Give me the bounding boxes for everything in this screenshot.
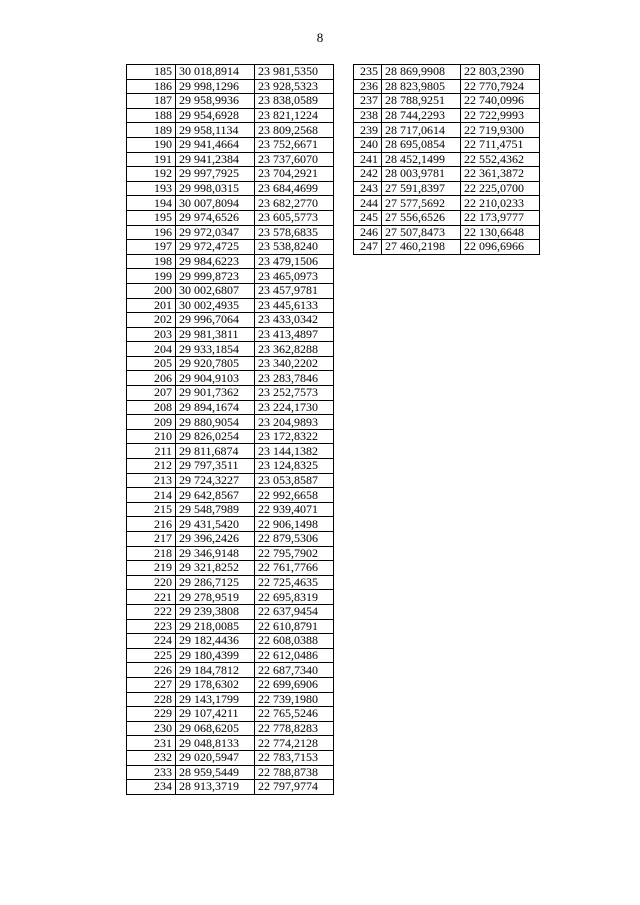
y-coordinate-cell: 23 737,6070 [255, 152, 334, 167]
x-coordinate-cell: 29 998,0315 [176, 181, 255, 196]
x-coordinate-cell: 29 826,0254 [176, 429, 255, 444]
y-coordinate-cell: 22 739,1980 [255, 692, 334, 707]
x-coordinate-cell: 29 999,8723 [176, 269, 255, 284]
point-number-cell: 213 [127, 473, 176, 488]
table-row [127, 634, 334, 649]
y-coordinate-cell: 23 838,0589 [255, 94, 334, 109]
table-row [127, 371, 334, 386]
table-row [127, 313, 334, 328]
x-coordinate-cell: 27 460,2198 [382, 240, 461, 255]
coordinates-table-right [353, 64, 540, 255]
table-row [127, 561, 334, 576]
y-coordinate-cell: 23 605,5773 [255, 210, 334, 225]
point-number-cell: 233 [127, 765, 176, 780]
x-coordinate-cell: 29 958,1134 [176, 123, 255, 138]
point-number-cell: 235 [354, 65, 382, 80]
point-number-cell: 232 [127, 750, 176, 765]
x-coordinate-cell: 29 880,9054 [176, 415, 255, 430]
y-coordinate-cell: 22 361,3872 [461, 167, 540, 182]
x-coordinate-cell: 28 959,5449 [176, 765, 255, 780]
x-coordinate-cell: 28 717,0614 [382, 123, 461, 138]
table-row [127, 400, 334, 415]
point-number-cell: 200 [127, 283, 176, 298]
x-coordinate-cell: 29 920,7805 [176, 356, 255, 371]
point-number-cell: 237 [354, 94, 382, 109]
table-row [127, 750, 334, 765]
table-row [354, 108, 540, 123]
table-row [127, 342, 334, 357]
point-number-cell: 231 [127, 736, 176, 751]
table-row [127, 298, 334, 313]
x-coordinate-cell: 29 972,4725 [176, 240, 255, 255]
point-number-cell: 247 [354, 240, 382, 255]
y-coordinate-cell: 22 173,9777 [461, 210, 540, 225]
point-number-cell: 226 [127, 663, 176, 678]
table-row [354, 210, 540, 225]
point-number-cell: 205 [127, 356, 176, 371]
point-number-cell: 197 [127, 240, 176, 255]
table-row [127, 473, 334, 488]
table-row [127, 94, 334, 109]
table-row [127, 181, 334, 196]
y-coordinate-cell: 22 699,6906 [255, 677, 334, 692]
point-number-cell: 223 [127, 619, 176, 634]
table-row [127, 692, 334, 707]
y-coordinate-cell: 22 725,4635 [255, 575, 334, 590]
y-coordinate-cell: 23 479,1506 [255, 254, 334, 269]
point-number-cell: 208 [127, 400, 176, 415]
y-coordinate-cell: 23 465,0973 [255, 269, 334, 284]
table-row [127, 152, 334, 167]
point-number-cell: 209 [127, 415, 176, 430]
y-coordinate-cell: 23 682,2770 [255, 196, 334, 211]
table-row [127, 575, 334, 590]
point-number-cell: 186 [127, 79, 176, 94]
table-row [127, 386, 334, 401]
x-coordinate-cell: 29 998,1296 [176, 79, 255, 94]
x-coordinate-cell: 27 556,6526 [382, 210, 461, 225]
point-number-cell: 210 [127, 429, 176, 444]
table-row [127, 79, 334, 94]
y-coordinate-cell: 22 939,4071 [255, 502, 334, 517]
y-coordinate-cell: 22 761,7766 [255, 561, 334, 576]
table-row [127, 532, 334, 547]
x-coordinate-cell: 28 913,3719 [176, 780, 255, 795]
y-coordinate-cell: 22 795,7902 [255, 546, 334, 561]
table-row [127, 459, 334, 474]
table-row [127, 108, 334, 123]
x-coordinate-cell: 29 431,5420 [176, 517, 255, 532]
x-coordinate-cell: 29 020,5947 [176, 750, 255, 765]
table-row [354, 137, 540, 152]
point-number-cell: 201 [127, 298, 176, 313]
x-coordinate-cell: 29 642,8567 [176, 488, 255, 503]
point-number-cell: 211 [127, 444, 176, 459]
point-number-cell: 188 [127, 108, 176, 123]
x-coordinate-cell: 28 003,9781 [382, 167, 461, 182]
y-coordinate-cell: 23 578,6835 [255, 225, 334, 240]
x-coordinate-cell: 29 218,0085 [176, 619, 255, 634]
y-coordinate-cell: 23 204,9893 [255, 415, 334, 430]
y-coordinate-cell: 22 797,9774 [255, 780, 334, 795]
x-coordinate-cell: 29 068,6205 [176, 721, 255, 736]
x-coordinate-cell: 27 591,8397 [382, 181, 461, 196]
x-coordinate-cell: 29 958,9936 [176, 94, 255, 109]
point-number-cell: 240 [354, 137, 382, 152]
table-row [127, 590, 334, 605]
point-number-cell: 187 [127, 94, 176, 109]
y-coordinate-cell: 23 809,2568 [255, 123, 334, 138]
x-coordinate-cell: 28 744,2293 [382, 108, 461, 123]
x-coordinate-cell: 29 143,1799 [176, 692, 255, 707]
point-number-cell: 206 [127, 371, 176, 386]
point-number-cell: 203 [127, 327, 176, 342]
x-coordinate-cell: 27 507,8473 [382, 225, 461, 240]
y-coordinate-cell: 23 538,8240 [255, 240, 334, 255]
table-row [127, 210, 334, 225]
table-row [127, 167, 334, 182]
y-coordinate-cell: 23 433,0342 [255, 313, 334, 328]
x-coordinate-cell: 29 941,4664 [176, 137, 255, 152]
y-coordinate-cell: 23 252,7573 [255, 386, 334, 401]
x-coordinate-cell: 29 972,0347 [176, 225, 255, 240]
y-coordinate-cell: 22 687,7340 [255, 663, 334, 678]
table-row [127, 663, 334, 678]
table-row [127, 123, 334, 138]
x-coordinate-cell: 30 002,6807 [176, 283, 255, 298]
y-coordinate-cell: 23 981,5350 [255, 65, 334, 80]
point-number-cell: 224 [127, 634, 176, 649]
x-coordinate-cell: 30 007,8094 [176, 196, 255, 211]
table-row [127, 765, 334, 780]
y-coordinate-cell: 22 783,7153 [255, 750, 334, 765]
point-number-cell: 215 [127, 502, 176, 517]
point-number-cell: 199 [127, 269, 176, 284]
point-number-cell: 196 [127, 225, 176, 240]
point-number-cell: 236 [354, 79, 382, 94]
table-row [127, 327, 334, 342]
y-coordinate-cell: 22 788,8738 [255, 765, 334, 780]
y-coordinate-cell: 22 992,6658 [255, 488, 334, 503]
table-row [354, 123, 540, 138]
x-coordinate-cell: 29 321,8252 [176, 561, 255, 576]
y-coordinate-cell: 23 124,8325 [255, 459, 334, 474]
x-coordinate-cell: 29 954,6928 [176, 108, 255, 123]
x-coordinate-cell: 29 278,9519 [176, 590, 255, 605]
y-coordinate-cell: 23 224,1730 [255, 400, 334, 415]
x-coordinate-cell: 29 941,2384 [176, 152, 255, 167]
x-coordinate-cell: 29 997,7925 [176, 167, 255, 182]
y-coordinate-cell: 23 457,9781 [255, 283, 334, 298]
point-number-cell: 221 [127, 590, 176, 605]
point-number-cell: 198 [127, 254, 176, 269]
x-coordinate-cell: 27 577,5692 [382, 196, 461, 211]
x-coordinate-cell: 28 788,9251 [382, 94, 461, 109]
table-row [354, 152, 540, 167]
point-number-cell: 222 [127, 604, 176, 619]
y-coordinate-cell: 23 704,2921 [255, 167, 334, 182]
x-coordinate-cell: 29 178,6302 [176, 677, 255, 692]
y-coordinate-cell: 23 821,1224 [255, 108, 334, 123]
point-number-cell: 212 [127, 459, 176, 474]
x-coordinate-cell: 28 452,1499 [382, 152, 461, 167]
table-row [127, 429, 334, 444]
y-coordinate-cell: 22 803,2390 [461, 65, 540, 80]
point-number-cell: 194 [127, 196, 176, 211]
y-coordinate-cell: 23 283,7846 [255, 371, 334, 386]
x-coordinate-cell: 29 548,7989 [176, 502, 255, 517]
table-row [354, 225, 540, 240]
x-coordinate-cell: 29 048,8133 [176, 736, 255, 751]
table-row [354, 65, 540, 80]
y-coordinate-cell: 23 172,8322 [255, 429, 334, 444]
x-coordinate-cell: 29 901,7362 [176, 386, 255, 401]
point-number-cell: 228 [127, 692, 176, 707]
y-coordinate-cell: 22 610,8791 [255, 619, 334, 634]
point-number-cell: 207 [127, 386, 176, 401]
page-number: 8 [316, 30, 324, 45]
x-coordinate-cell: 30 002,4935 [176, 298, 255, 313]
point-number-cell: 225 [127, 648, 176, 663]
point-number-cell: 238 [354, 108, 382, 123]
y-coordinate-cell: 22 765,5246 [255, 707, 334, 722]
point-number-cell: 220 [127, 575, 176, 590]
y-coordinate-cell: 23 752,6671 [255, 137, 334, 152]
y-coordinate-cell: 23 928,5323 [255, 79, 334, 94]
point-number-cell: 246 [354, 225, 382, 240]
point-number-cell: 216 [127, 517, 176, 532]
y-coordinate-cell: 23 362,8288 [255, 342, 334, 357]
table-row [127, 619, 334, 634]
y-coordinate-cell: 22 719,9300 [461, 123, 540, 138]
y-coordinate-cell: 22 774,2128 [255, 736, 334, 751]
table-row [127, 721, 334, 736]
y-coordinate-cell: 22 879,5306 [255, 532, 334, 547]
table-row [354, 167, 540, 182]
y-coordinate-cell: 22 130,6648 [461, 225, 540, 240]
y-coordinate-cell: 22 552,4362 [461, 152, 540, 167]
x-coordinate-cell: 29 797,3511 [176, 459, 255, 474]
table-row [127, 488, 334, 503]
coordinates-table-left [126, 64, 334, 795]
point-number-cell: 242 [354, 167, 382, 182]
y-coordinate-cell: 22 695,8319 [255, 590, 334, 605]
point-number-cell: 189 [127, 123, 176, 138]
point-number-cell: 244 [354, 196, 382, 211]
y-coordinate-cell: 22 608,0388 [255, 634, 334, 649]
point-number-cell: 218 [127, 546, 176, 561]
point-number-cell: 230 [127, 721, 176, 736]
point-number-cell: 227 [127, 677, 176, 692]
x-coordinate-cell: 29 984,6223 [176, 254, 255, 269]
point-number-cell: 241 [354, 152, 382, 167]
table-row [127, 415, 334, 430]
table-row [127, 225, 334, 240]
point-number-cell: 204 [127, 342, 176, 357]
x-coordinate-cell: 29 346,9148 [176, 546, 255, 561]
table-row [127, 137, 334, 152]
x-coordinate-cell: 29 286,7125 [176, 575, 255, 590]
table-row [127, 269, 334, 284]
y-coordinate-cell: 22 637,9454 [255, 604, 334, 619]
x-coordinate-cell: 29 396,2426 [176, 532, 255, 547]
x-coordinate-cell: 29 180,4399 [176, 648, 255, 663]
x-coordinate-cell: 29 724,3227 [176, 473, 255, 488]
point-number-cell: 239 [354, 123, 382, 138]
y-coordinate-cell: 23 413,4897 [255, 327, 334, 342]
y-coordinate-cell: 22 770,7924 [461, 79, 540, 94]
point-number-cell: 192 [127, 167, 176, 182]
table-row [127, 254, 334, 269]
x-coordinate-cell: 29 904,9103 [176, 371, 255, 386]
point-number-cell: 243 [354, 181, 382, 196]
table-row [354, 240, 540, 255]
y-coordinate-cell: 23 144,1382 [255, 444, 334, 459]
table-row [127, 780, 334, 795]
x-coordinate-cell: 29 981,3811 [176, 327, 255, 342]
point-number-cell: 219 [127, 561, 176, 576]
point-number-cell: 190 [127, 137, 176, 152]
x-coordinate-cell: 29 184,7812 [176, 663, 255, 678]
table-row [354, 181, 540, 196]
table-row [127, 283, 334, 298]
x-coordinate-cell: 29 811,6874 [176, 444, 255, 459]
table-row [127, 517, 334, 532]
x-coordinate-cell: 28 823,9805 [382, 79, 461, 94]
point-number-cell: 245 [354, 210, 382, 225]
point-number-cell: 195 [127, 210, 176, 225]
point-number-cell: 229 [127, 707, 176, 722]
x-coordinate-cell: 29 239,3808 [176, 604, 255, 619]
table-row [127, 240, 334, 255]
y-coordinate-cell: 22 612,0486 [255, 648, 334, 663]
y-coordinate-cell: 22 210,0233 [461, 196, 540, 211]
table-row [127, 677, 334, 692]
point-number-cell: 202 [127, 313, 176, 328]
table-row [127, 196, 334, 211]
x-coordinate-cell: 29 107,4211 [176, 707, 255, 722]
point-number-cell: 214 [127, 488, 176, 503]
table-row [127, 444, 334, 459]
table-row [127, 546, 334, 561]
point-number-cell: 234 [127, 780, 176, 795]
y-coordinate-cell: 22 225,0700 [461, 181, 540, 196]
x-coordinate-cell: 29 996,7064 [176, 313, 255, 328]
y-coordinate-cell: 23 684,4699 [255, 181, 334, 196]
x-coordinate-cell: 29 933,1854 [176, 342, 255, 357]
table-row [354, 196, 540, 211]
y-coordinate-cell: 23 445,6133 [255, 298, 334, 313]
y-coordinate-cell: 23 340,2202 [255, 356, 334, 371]
table-row [127, 356, 334, 371]
table-row [354, 94, 540, 109]
x-coordinate-cell: 28 869,9908 [382, 65, 461, 80]
y-coordinate-cell: 23 053,8587 [255, 473, 334, 488]
x-coordinate-cell: 30 018,8914 [176, 65, 255, 80]
table-row [127, 707, 334, 722]
table-row [127, 502, 334, 517]
point-number-cell: 217 [127, 532, 176, 547]
y-coordinate-cell: 22 778,8283 [255, 721, 334, 736]
y-coordinate-cell: 22 096,6966 [461, 240, 540, 255]
x-coordinate-cell: 29 182,4436 [176, 634, 255, 649]
point-number-cell: 193 [127, 181, 176, 196]
point-number-cell: 191 [127, 152, 176, 167]
table-row [127, 648, 334, 663]
table-row [127, 65, 334, 80]
table-row [127, 604, 334, 619]
y-coordinate-cell: 22 906,1498 [255, 517, 334, 532]
x-coordinate-cell: 29 974,6526 [176, 210, 255, 225]
x-coordinate-cell: 28 695,0854 [382, 137, 461, 152]
y-coordinate-cell: 22 740,0996 [461, 94, 540, 109]
y-coordinate-cell: 22 711,4751 [461, 137, 540, 152]
y-coordinate-cell: 22 722,9993 [461, 108, 540, 123]
x-coordinate-cell: 29 894,1674 [176, 400, 255, 415]
point-number-cell: 185 [127, 65, 176, 80]
table-row [354, 79, 540, 94]
table-row [127, 736, 334, 751]
